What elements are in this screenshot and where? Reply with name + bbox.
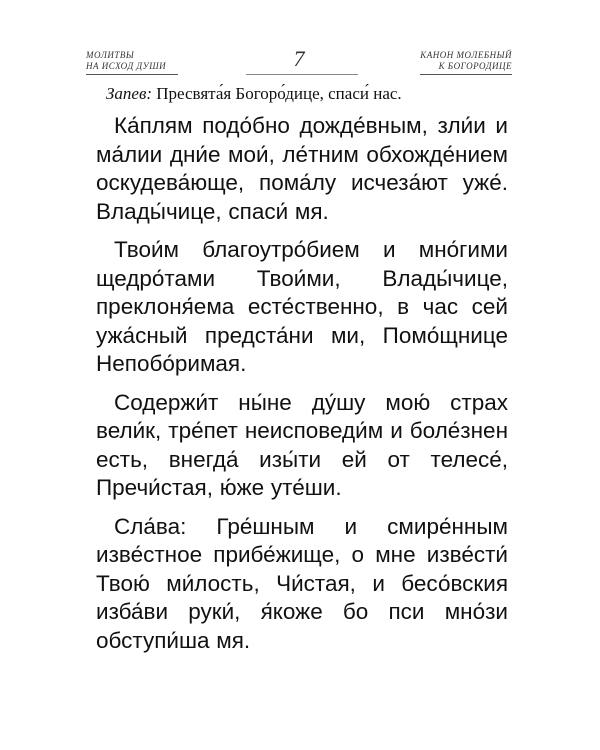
running-head-rule-right [420,74,512,75]
running-head-rule-left [86,74,178,75]
refrain-label: Запев: [106,84,153,103]
running-head-left-line2: НА ИСХОД ДУШИ [86,61,167,71]
glory-label: Сла́ва: [114,513,187,539]
refrain-text: Пресвята́я Богоро́дице, спаси́ нас. [156,84,402,103]
page-number: 7 [293,46,305,71]
running-head-right-line1: КАНОН МОЛЕБНЫЙ [420,50,512,60]
stanza-1: Ка́плям подо́бно дожде́вным, зли́и и ма́лии дни́е мои́, ле́тним обхожде́нием оскудева́юще, пома́лу исчеза́ют уже́. Влады́чице, спаси́ мя. [96,113,508,224]
stanza-3: Содержи́т ны́не ду́шу мою́ страх вели́к, тре́пет неисповеди́м и боле́знен есть, внегда́ изы́ти ей от телесе́, Пречи́стая, ю́же уте́ши. [96,389,508,500]
prayer-text [96,82,508,665]
running-head-rule-center [246,74,358,75]
running-head-right [420,50,512,72]
running-head [86,46,512,76]
stanza-glory [96,513,508,656]
running-head-left-line1: МОЛИТВЫ [86,50,135,60]
glory-text: Гре́шным и смире́нным изве́стное прибе́жище, о мне изве́сти́ Твою́ ми́лость, Чи́стая, и бесо́вския изба́ви руки́, я́коже бо пси мно́зи обступи́ша мя. [96,513,508,653]
running-head-right-line2: К БОГОРОДИЦЕ [438,61,512,71]
stanza-2: Твои́м благоутро́бием и мно́гими щедро́тами Твои́ми, Влады́чице, преклоня́ема есте́ственно, в час сей ужа́сный предста́ни ми, Помо́щнице Непобо́римая. [96,237,508,376]
refrain [106,82,508,106]
